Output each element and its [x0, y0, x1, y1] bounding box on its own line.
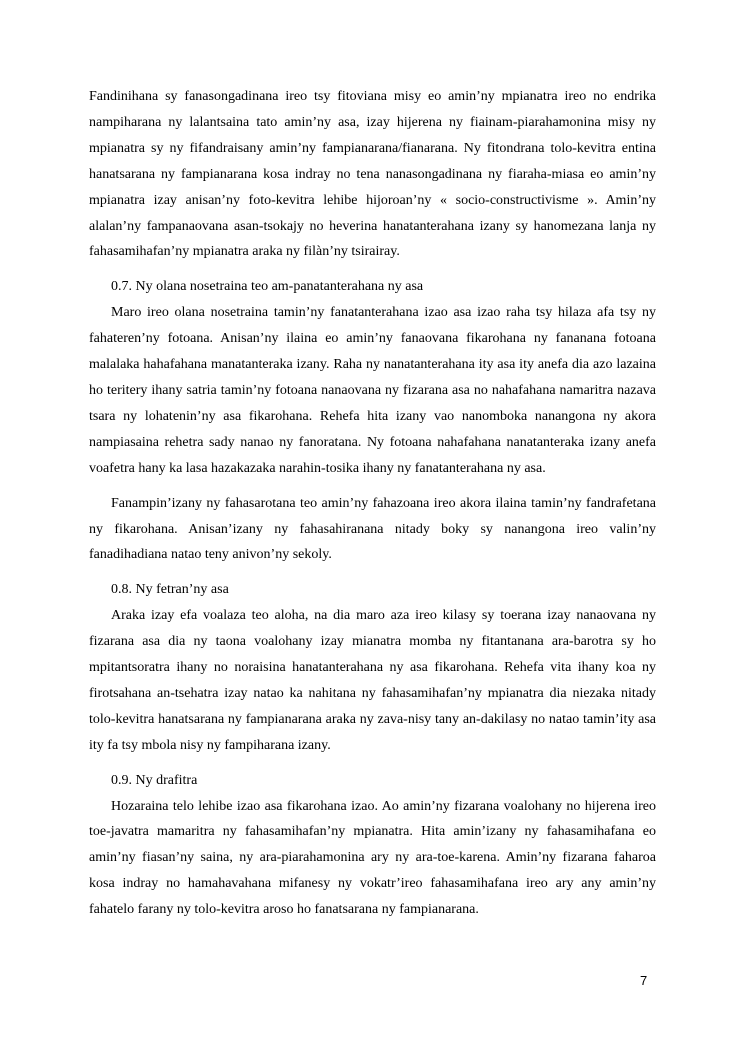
section-heading-0-7: 0.7. Ny olana nosetraina teo am-panatanterahana ny asa — [111, 279, 424, 295]
paragraph-olana: Maro ireo olana nosetraina tamin’ny fanatanterahana izao asa izao raha tsy hilaza afa tsy ny fahateren’ny fotoana. Anisan’ny ilaina eo amin’ny fanaovana fikarohana ny fananana fotoana malalaka hahafahana manatanteraka izany. Raha ny nanatanterahana ity asa ity anefa dia azo lazaina ho teritery ihany satria tamin’ny fotoana nanaovana ny fizarana asa no nahafahana namaritra nazava tsara ny lohatenin’ny asa fikarohana. Rehefa hita izany vao nanomboka nanangona ny akora nampiasaina rehetra sady nanao ny fanoratana. Ny fotoana nahafahana nanatanteraka izany anefa voafetra hany ka lasa hazakazaka narahin-tosika ihany ny fanatanterahana ny asa. — [89, 305, 656, 476]
document-body — [89, 84, 656, 923]
page-number: 7 — [640, 973, 648, 988]
paragraph-fetra: Araka izay efa voalaza teo aloha, na dia maro aza ireo kilasy sy toerana izay nanaovana ny fizarana asa dia ny taona voalohany izay mianatra momba ny fitantanana ara-barotra sy ho mpitantsoratra ihany no noraisina hanatanterahana ny asa fikarohana. Rehefa vita ihany koa ny firotsahana an-tsehatra izay natao ka nahitana ny fahasamihafan’ny mpianatra dia niezaka nitady tolo-kevitra hanatsarana ny fampianarana araka ny zava-nisy tany an-dakilasy no natao tamin’ity asa ity fa tsy mbola nisy ny fampiharana izany. — [89, 608, 656, 753]
paragraph-intro: Fandinihana sy fanasongadinana ireo tsy fitoviana misy eo amin’ny mpianatra ireo no endrika nampiharana ny lalantsaina tato amin’ny asa, izay hijerena ny fiainam-piarahamonina misy ny mpianatra sy ny fifandraisany amin’ny fampianarana/fianarana. Ny fitondrana tolo-kevitra entina hanatsarana ny fampianarana kosa indray no tena nanasongadinana ny fiaraha-miasa eo amin’ny mpianatra izay anisan’ny foto-kevitra lehibe hijoroan’ny « socio-constructivisme ». Amin’ny alalan’ny fampanaovana asan-tsokajy no heverina hanatanterahana izany sy hanomezana lanja ny fahasamihafan’ny mpianatra araka ny filàn’ny tsirairay. — [89, 89, 656, 260]
paragraph-fanampiny: Fanampin’izany ny fahasarotana teo amin’ny fahazoana ireo akora ilaina tamin’ny fandrafetana ny fikarohana. Anisan’izany ny fahasahiranana nitady boky sy nanangona ireo valin’ny fanadihadiana natao teny anivon’ny sekoly. — [89, 495, 656, 563]
section-heading-0-8: 0.8. Ny fetran’ny asa — [111, 582, 229, 598]
paragraph-drafitra: Hozaraina telo lehibe izao asa fikarohana izao. Ao amin’ny fizarana voalohany no hijerena ireo toe-javatra mamaritra ny fahasamihafan’ny mpianatra. Hita amin’izany ny fahasamihafana eo amin’ny fiasan’ny saina, ny ara-piarahamonina ary ny ara-toe-karena. Amin’ny fizarana faharoa kosa indray no hamahavahana mifanesy ny vokatr’ireo fahasamihafana ireo ary any amin’ny fahatelo farany ny tolo-kevitra aroso ho fanatsarana ny fampianarana. — [89, 798, 656, 918]
section-heading-0-9: 0.9. Ny drafitra — [111, 772, 198, 788]
